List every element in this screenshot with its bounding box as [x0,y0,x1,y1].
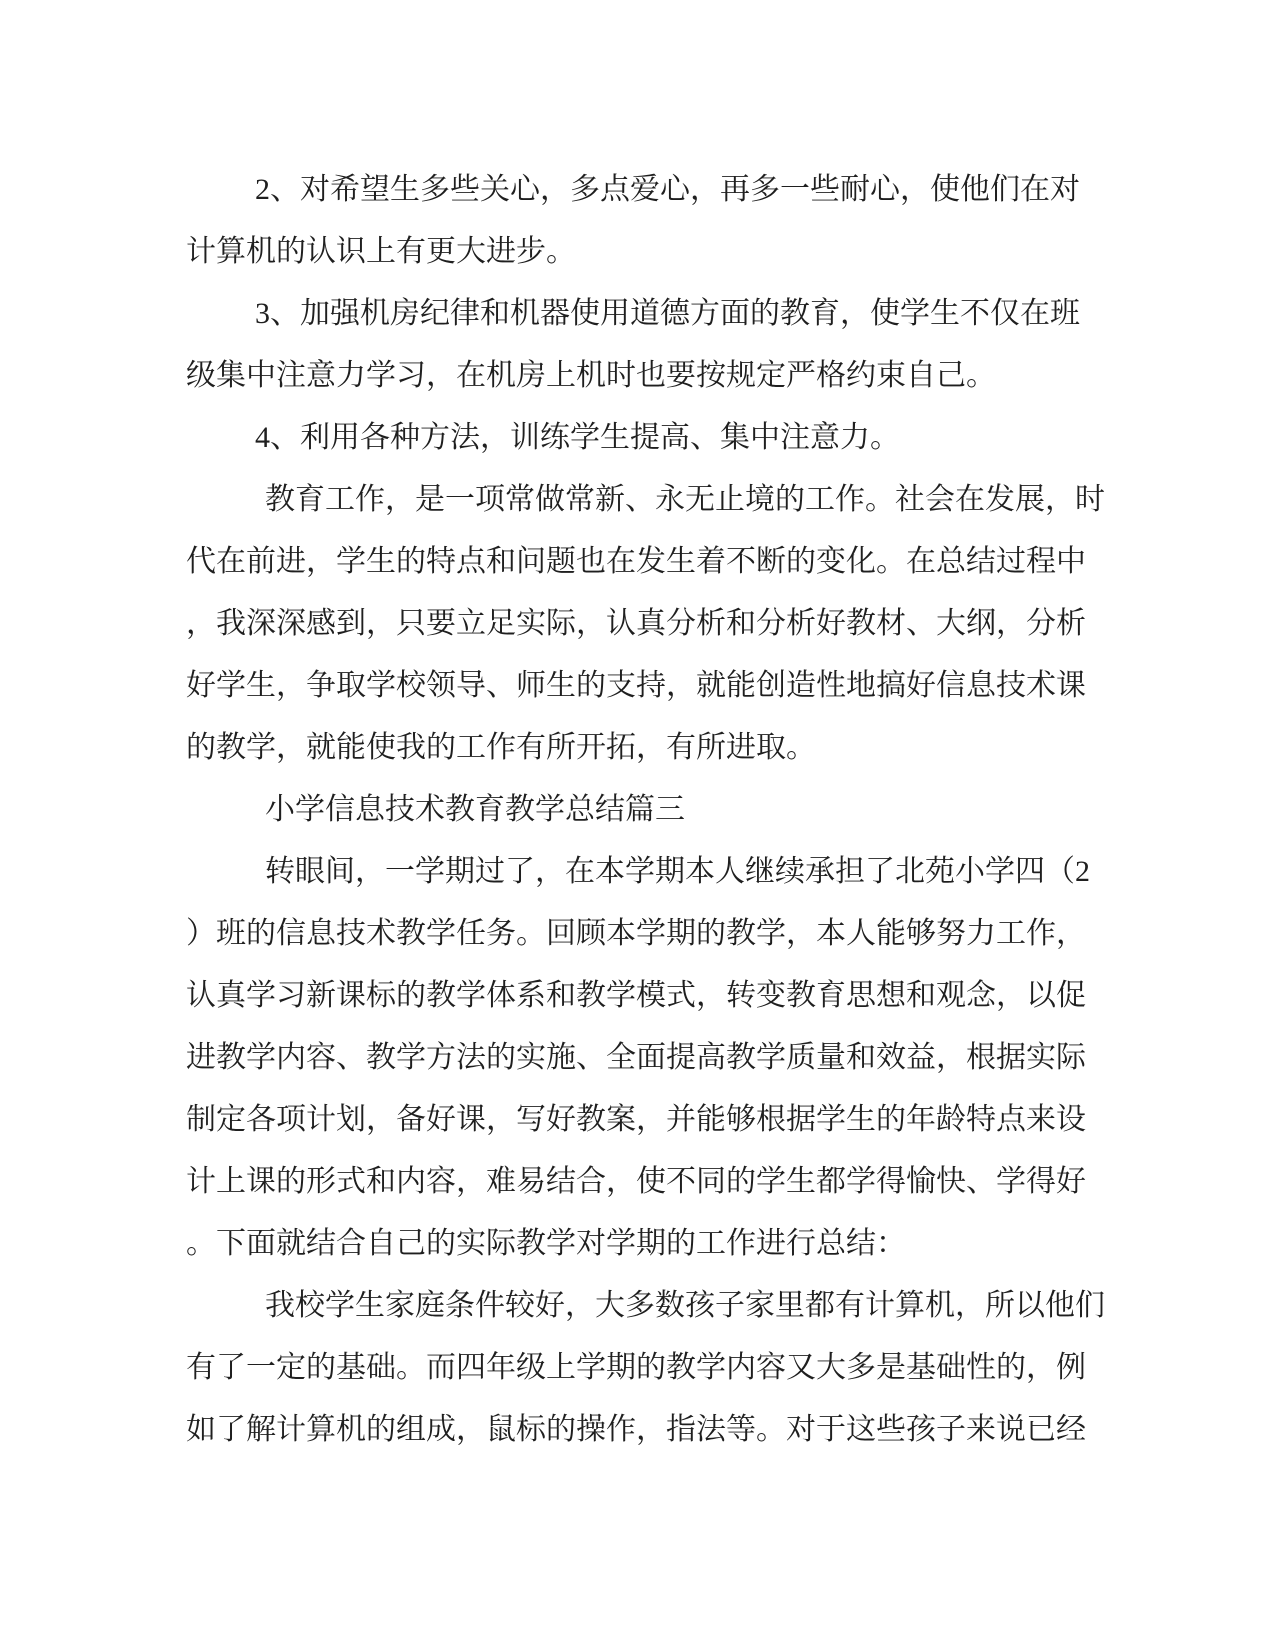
document-body [186,159,1106,1461]
text-line: 小学信息技术教育教学总结篇三 [265,793,685,826]
text-line: 的教学，就能使我的工作有所开拓，有所进取。 [186,731,816,764]
text-line: 教育工作，是一项常做常新、永无止境的工作。社会在发展，时 [265,483,1105,516]
text-line: 代在前进，学生的特点和问题也在发生着不断的变化。在总结过程中 [186,545,1086,578]
text-line: 有了一定的基础。而四年级上学期的教学内容又大多是基础性的，例 [186,1351,1086,1384]
text-line: 计算机的认识上有更大进步。 [186,235,576,268]
text-line: 。下面就结合自己的实际教学对学期的工作进行总结： [186,1227,906,1260]
text-line: 2、对希望生多些关心，多点爱心，再多一些耐心，使他们在对 [255,173,1080,206]
text-line: ，我深深感到，只要立足实际，认真分析和分析好教材、大纲，分析 [186,607,1086,640]
text-line: 制定各项计划，备好课，写好教案，并能够根据学生的年龄特点来设 [186,1103,1086,1136]
text-line: 进教学内容、教学方法的实施、全面提高教学质量和效益，根据实际 [186,1041,1086,1074]
text-line: 认真学习新课标的教学体系和教学模式，转变教育思想和观念，以促 [186,979,1086,1012]
text-line: 3、加强机房纪律和机器使用道德方面的教育，使学生不仅在班 [255,297,1080,330]
text-line: 级集中注意力学习，在机房上机时也要按规定严格约束自己。 [186,359,996,392]
text-line: 如了解计算机的组成，鼠标的操作，指法等。对于这些孩子来说已经 [186,1413,1086,1446]
text-line: 4、利用各种方法，训练学生提高、集中注意力。 [255,421,900,454]
text-line: 好学生，争取学校领导、师生的支持，就能创造性地搞好信息技术课 [186,669,1086,702]
text-line: ）班的信息技术教学任务。回顾本学期的教学，本人能够努力工作， [186,917,1086,950]
text-line: 计上课的形式和内容，难易结合，使不同的学生都学得愉快、学得好 [186,1165,1086,1198]
text-line: 我校学生家庭条件较好，大多数孩子家里都有计算机，所以他们 [265,1289,1105,1322]
text-line: 转眼间，一学期过了，在本学期本人继续承担了北苑小学四（2 [265,855,1090,888]
